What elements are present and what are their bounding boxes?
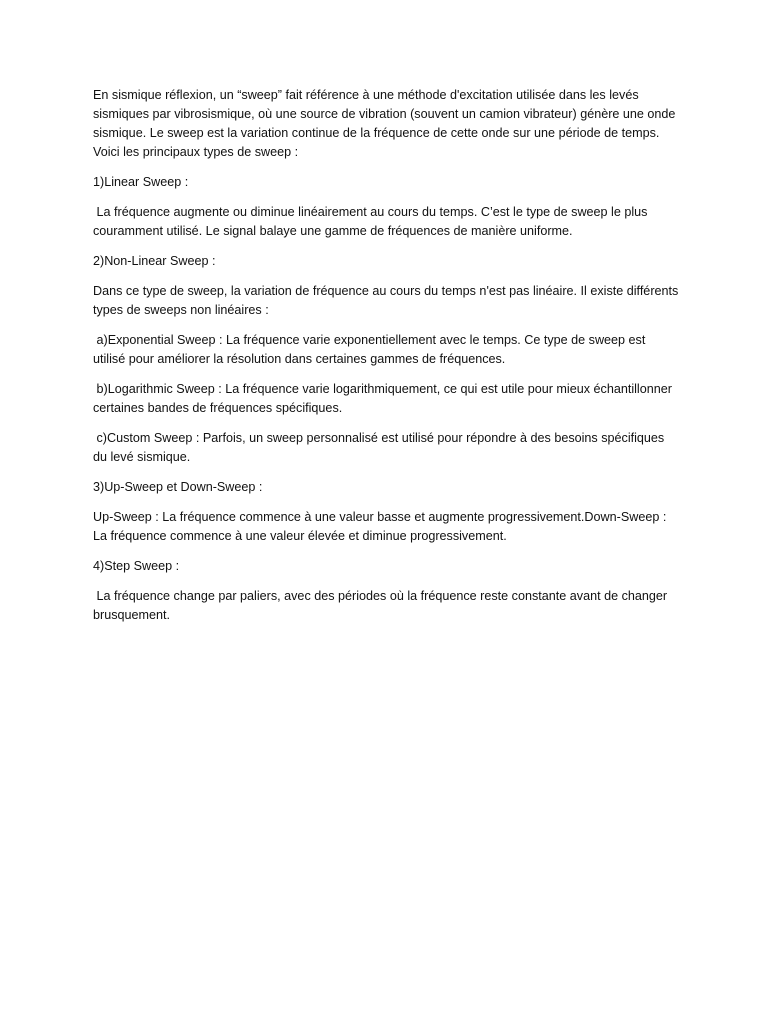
section-heading-linear-sweep: 1)Linear Sweep : (93, 175, 189, 189)
section-heading-step-sweep: 4)Step Sweep : (93, 559, 180, 573)
exponential-sweep-paragraph: a)Exponential Sweep : La fréquence varie exponentiellement avec le temps. Ce type de sweep est utilisé pour améliorer la résolution dans certaines gammes de fréquences. (93, 333, 649, 366)
logarithmic-sweep-paragraph: b)Logarithmic Sweep : La fréquence varie logarithmiquement, ce qui est utile pour mieux échantillonner certaines bandes de fréquences spécifiques. (93, 382, 676, 415)
document-body (93, 86, 682, 636)
section-heading-non-linear-sweep: 2)Non-Linear Sweep : (93, 254, 216, 268)
custom-sweep-paragraph: c)Custom Sweep : Parfois, un sweep personnalisé est utilisé pour répondre à des besoins spécifiques du levé sismique. (93, 431, 668, 464)
section-heading-up-down-sweep: 3)Up-Sweep et Down-Sweep : (93, 480, 263, 494)
non-linear-sweep-paragraph: Dans ce type de sweep, la variation de fréquence au cours du temps n'est pas linéaire. Il existe différents types de sweeps non linéaires : (93, 284, 682, 317)
intro-paragraph: En sismique réflexion, un “sweep” fait référence à une méthode d'excitation utilisée dans les levés sismiques par vibrosismique, où une source de vibration (souvent un camion vibrateur) génère une onde sismique. Le sweep est la variation continue de la fréquence de cette onde sur une période de temps. Voici les principaux types de sweep : (93, 88, 679, 159)
up-down-sweep-paragraph: Up-Sweep : La fréquence commence à une valeur basse et augmente progressivement.Down-Sweep : La fréquence commence à une valeur élevée et diminue progressivement. (93, 510, 670, 543)
step-sweep-paragraph: La fréquence change par paliers, avec des périodes où la fréquence reste constante avant de changer brusquement. (93, 589, 671, 622)
linear-sweep-paragraph: La fréquence augmente ou diminue linéairement au cours du temps. C’est le type de sweep le plus couramment utilisé. Le signal balaye une gamme de fréquences de manière uniforme. (93, 205, 651, 238)
